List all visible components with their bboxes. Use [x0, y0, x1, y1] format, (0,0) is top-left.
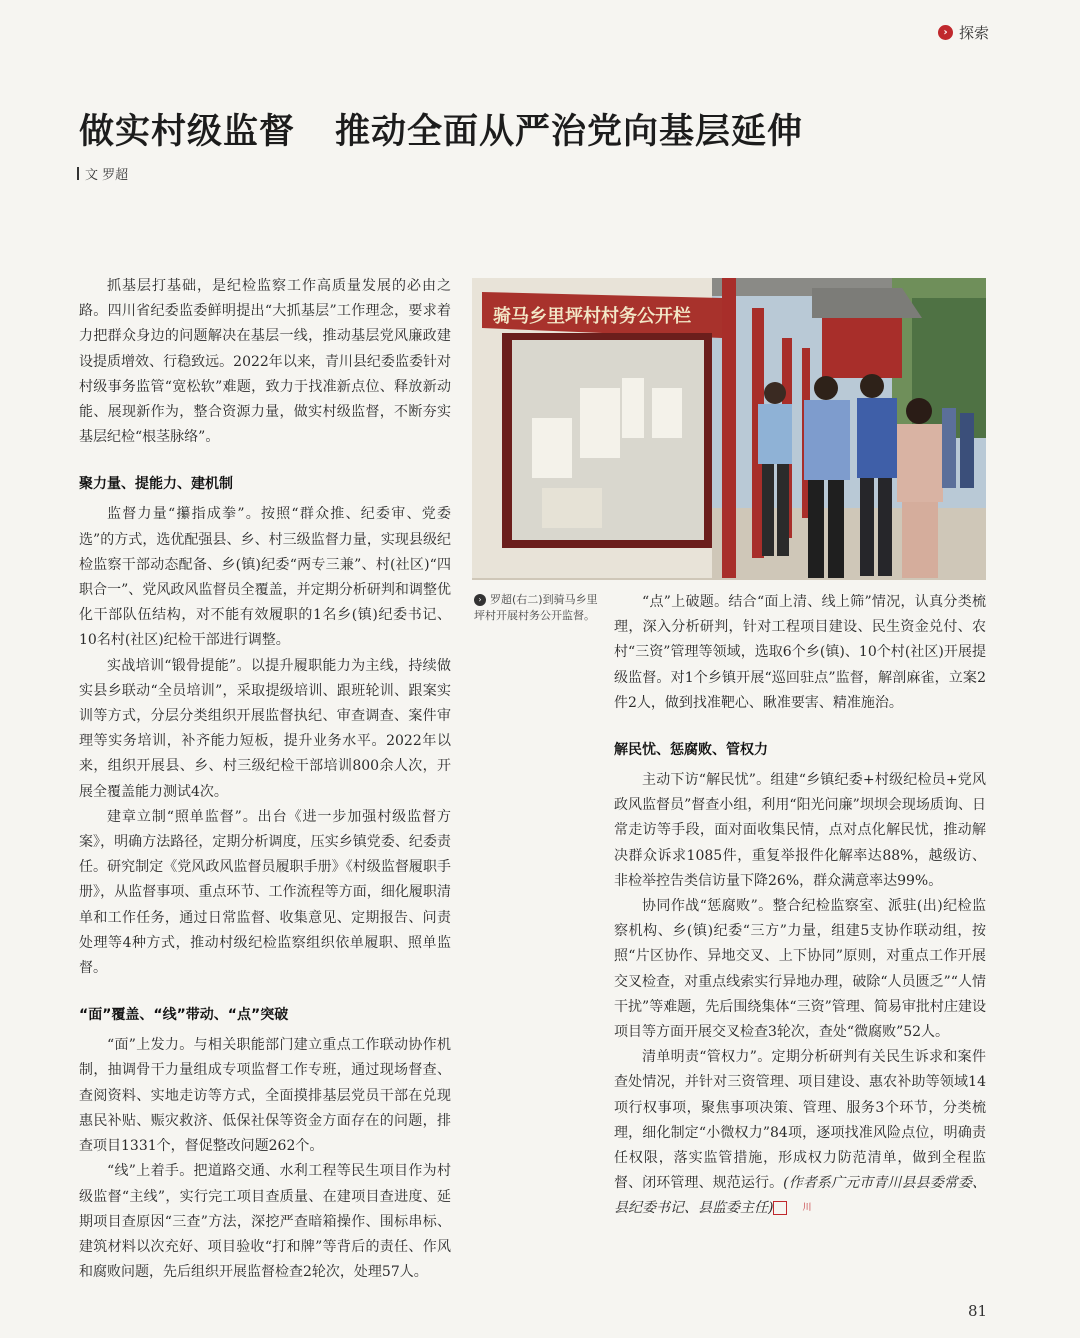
caption-arrow-icon: › [474, 594, 486, 606]
paragraph-9 [614, 1045, 986, 1221]
section-tag [938, 22, 989, 43]
paragraph-7: 主动下访“解民忧”。组建“乡镇纪委+村级纪检员+党风政风监督员”督查小组，利用“阳光问廉”坝坝会现场质询、日常走访等手段，面对面收集民情，点对点化解民忧，推动解决群众诉求1085件，重复举报件化解率达88%，越级访、非检举控告类信访量下降26%，群众满意率达99%。 [614, 772, 986, 889]
paragraph-8: 协同作战“惩腐败”。整合纪检监察室、派驻(出)纪检监察机构、乡(镇)纪委“三方”力量，组建5支协作联动组，按照“片区协作、异地交叉、上下协同”原则，对重点工作开展交叉检查，对重点线索实行异地办理，破除“人员匮乏”“人情干扰”等难题，先后围绕集体“三资”管理、简易审批村庄建设项目等方面开展交叉检查3轮次，查处“微腐败”52人。 [614, 898, 986, 1041]
headline-part-1: 做实村级监督 [79, 112, 296, 152]
paragraph-4: “面”上发力。与相关职能部门建立重点工作联动协作机制，抽调骨干力量组成专项监督工作专班，通过现场督查、查阅资料、实地走访等方式，全面摸排基层党员干部在兑现惠民补贴、赈灾救济、低保社保等资金方面存在的问题，排查项目1331个，督促整改问题262个。 [79, 1037, 451, 1155]
byline-text: 文 罗超 [85, 168, 129, 183]
article-photo [472, 278, 986, 580]
byline [77, 164, 128, 183]
photo-illustration [472, 278, 986, 580]
photo-caption-text: 罗超(右二)到骑马乡里坪村开展村务公开监督。 [474, 593, 598, 622]
paragraph-6: “点”上破题。结合“面上清、线上筛”情况，认真分类梳理，深入分析研判，针对工程项目建设、民生资金兑付、农村“三资”管理等领域，选取6个乡(镇)、10个村(社区)开展提级监督。对1个乡镇开展“巡回驻点”监督，解剖麻雀，立案2件2人，做到找准靶心、瞅准要害、精准施治。 [614, 594, 986, 711]
arrow-right-icon: › [938, 25, 953, 40]
section-heading-2: “面”覆盖、“线”带动、“点”突破 [79, 1007, 289, 1024]
paragraph-3: 建章立制“照单监督”。出台《进一步加强村级监督方案》，明确方法路径，定期分析调度，压实乡镇党委、纪委责任。研究制定《党风政风监督员履职手册》《村级监督履职手册》，从监督事项、重点环节、工作流程等方面，细化履职清单和工作任务，通过日常监督、收集意见、定期报告、问责处理等4种方式，推动村级纪检监察组织依单履职、照单监督。 [79, 808, 451, 977]
paragraph-5: “线”上着手。把道路交通、水利工程等民生项目作为村级监督“主线”，实行完工项目查质量、在建项目查进度、延期项目查原因“三查”方法，深挖严查暗箱操作、围标串标、建筑材料以次充好、项目验收“打和牌”等背后的责任、作风和腐败问题，先后组织开展监督检查2轮次，处理57人。 [79, 1163, 451, 1281]
left-column [79, 274, 451, 1285]
paragraph-1: 监督力量“攥指成拳”。按照“群众推、纪委审、党委选”的方式，选优配强县、乡、村三级监督力量，实现县级纪检监察干部动态配备、乡(镇)纪委“两专三兼”、村(社区)“四职合一”、党风政风监督员全覆盖，并定期分析研判和调整优化干部队伍结构，对不能有效履职的1名乡(镇)纪委书记、10名村(社区)纪检干部进行调整。 [79, 506, 451, 649]
headline-part-2: 推动全面从严治党向基层延伸 [335, 112, 804, 152]
paragraph-9-text: 清单明责“管权力”。定期分析研判有关民生诉求和案件查处情况，并针对三资管理、项目建设、惠农补助等领域14项行权事项，聚焦事项决策、管理、服务3个环节，分类梳理，细化制定“小微权力”84项，逐项找准风险点位，明确责任权限，落实监管措施，形成权力防范清单，做到全程监督、闭环管理、规范运行。 [614, 1049, 986, 1192]
article-headline [79, 104, 803, 154]
byline-bar [77, 167, 79, 180]
page-number: 81 [968, 1302, 988, 1320]
right-column [614, 590, 986, 1222]
section-heading-1: 聚力量、提能力、建机制 [79, 476, 233, 493]
intro-paragraph: 抓基层打基础，是纪检监察工作高质量发展的必由之路。四川省纪委监委鲜明提出“大抓基层”工作理念，要求着力把群众身边的问题解决在基层一线，推动基层党风廉政建设提质增效、行稳致远。2022年以来，青川县纪委监委针对村级事务监管“宽松软”难题，致力于找准新点位、释放新动能、展现新作为，整合资源力量，做实村级监督，不断夯实基层纪检“根茎脉络”。 [79, 278, 451, 446]
photo-caption [474, 592, 602, 624]
paragraph-2: 实战培训“锻骨提能”。以提升履职能力为主线，持续做实县乡联动“全员培训”，采取提级培训、跟班轮训、跟案实训等方式，分层分类组织开展监督执纪、审查调查、案件审理等实务培训，补齐能力短板，提升业务水平。2022年以来，组织开展县、乡、村三级纪检干部培训800余人次，开展全覆盖能力测试4次。 [79, 657, 451, 800]
section-tag-label: 探索 [959, 24, 990, 42]
section-heading-3: 解民忧、惩腐败、管权力 [614, 742, 768, 759]
notice-board-sign: 骑马乡里坪村村务公开栏 [493, 306, 691, 327]
end-mark-icon: 川 [773, 1201, 787, 1215]
author-note: (作者系广元市青川县县委常委、县纪委书记、县监委主任) [614, 1175, 986, 1217]
